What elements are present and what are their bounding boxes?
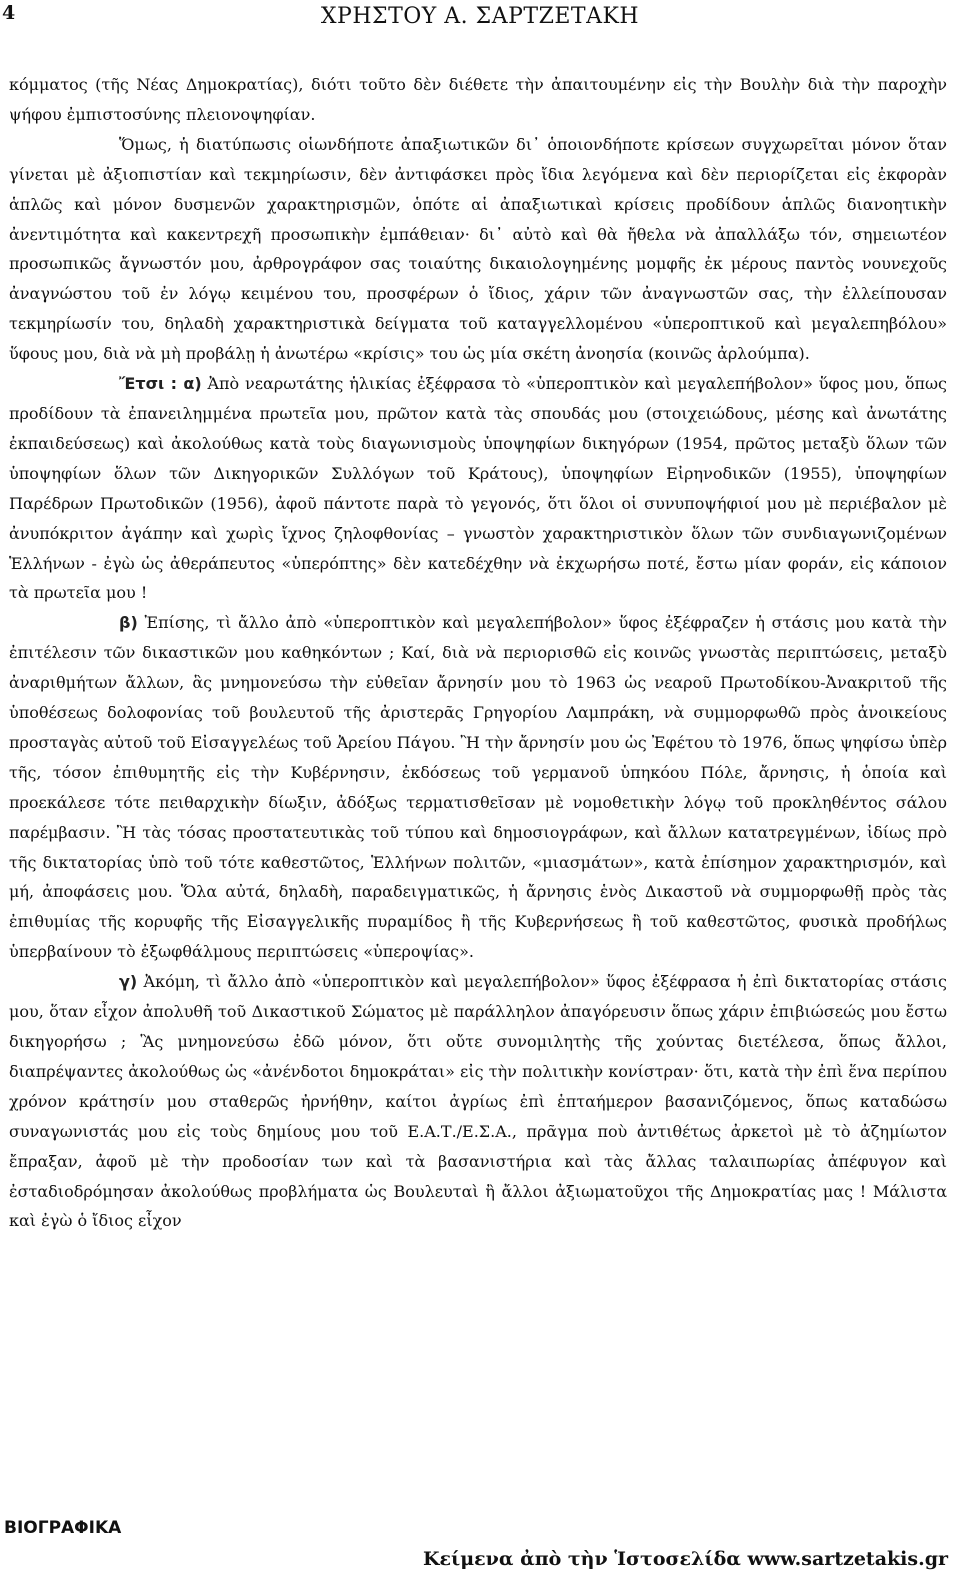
list-label-alpha: Ἔτσι : α)	[119, 374, 202, 394]
paragraph-3	[9, 369, 947, 608]
paragraph-2: Ὅμως, ἡ διατύπωσις οἱωνδήποτε ἀπαξιωτικῶν δι᾽ ὁποιονδήποτε κρίσεων συγχωρεῖται μόνον ὅταν γίνεται μὲ ἀξιοπιστίαν καὶ τεκμηρίωσιν, δὲν ἀντιφάσκει πρὸς ἴδια λεγόμενα καὶ δὲν περιορίζεται εἰς ἐκφορὰν ἁπλῶς καὶ μόνον δυσμενῶν χαρακτηρισμῶν, ὁπότε αἱ ἀπαξιωτικαὶ κρίσεις προδίδουν ἁπλῶς διανοητικὴν ἀνεντιμότητα καὶ κακεντρεχῆ προσωπικὴν ἐμπάθειαν· δι᾽ αὐτὸ καὶ θὰ ἤθελα νὰ ἀπαλλάξω τόν, σημειωτέον προσωπικῶς ἄγνωστόν μου, ἀρθρογράφον σας τοιαύτης δικαιολογημένης μομφῆς ἐκ μέρους παντὸς νουνεχοῦς ἀναγνώστου τοῦ ἐν λόγῳ κειμένου του, προσφέρων ὁ ἴδιος, χάριν τῶν ἀναγνωστῶν σας, τὴν ἐλλείπουσαν τεκμηρίωσίν του, δηλαδὴ χαρακτηριστικὰ δείγματα τοῦ καταγγελλομένου «ὑπεροπτικοῦ καὶ μεγαλεπηβόλου» ὕφους μου, διὰ νὰ μὴ προβάλῃ ἡ ἀνωτέρω «κρίσις» του ὡς μία σκέτη ἀνοησία (κοινῶς ἀρλούμπα).	[9, 134, 947, 364]
paragraph-5	[9, 967, 947, 1236]
paragraph-4-text: Ἐπίσης, τὶ ἄλλο ἀπὸ «ὑπεροπτικὸν καὶ μεγαλεπήβολον» ὕφος ἐξέφραζεν ἡ στάσις μου κατὰ τὴν ἐπιτέλεσιν τῶν δικαστικῶν μου καθηκόντων ; Καί, διὰ νὰ περιορισθῶ εἰς κοινῶς γνωστὰς περιπτώσεις, μεταξὺ ἀναριθμήτων ἄλλων, ἃς μνημονεύσω τὴν εὐθεῖαν ἄρνησίν μου τὸ 1963 ὡς νεαροῦ Πρωτοδίκου-Ἀνακριτοῦ τῆς ὑποθέσεως δολοφονίας τοῦ βουλευτοῦ τῆς ἀριστερᾶς Γρηγορίου Λαμπράκη, νὰ συμμορφωθῶ πρὸς ἀνοικείους προσταγὰς αὐτοῦ τοῦ Εἰσαγγελέως τοῦ Ἀρείου Πάγου. Ἢ τὴν ἄρνησίν μου ὡς Ἐφέτου τὸ 1976, ὅπως ψηφίσω ὑπὲρ τῆς, τόσον ἐπιθυμητῆς εἰς τὴν Κυβέρνησιν, ἐκδόσεως τοῦ γερμανοῦ ὑπηκόου Πόλε, ἄρνησις, ἡ ὁποία καὶ προεκάλεσε τότε πειθαρχικὴν δίωξιν, ἀδόξως τερματισθεῖσαν μὲ νομοθετικὴν λόγῳ τοῦ προκληθέντος σάλου παρέμβασιν. Ἢ τὰς τόσας προστατευτικὰς τοῦ τύπου καὶ δημοσιογράφων, καὶ ἄλλων κατατρεγμένων, ἰδίως πρὸ τῆς δικτατορίας ὑπὸ τοῦ τότε καθεστῶτος, Ἑλλήνων πολιτῶν, «μιασμάτων», κατὰ ἐπίσημον χαρακτηρισμόν, καὶ μή, ἀποφάσεις μου. Ὅλα αὐτά, δηλαδὴ, παραδειγματικῶς, ἡ ἄρνησις ἑνὸς Δικαστοῦ νὰ συμμορφωθῇ πρὸς τὰς ἐπιθυμίας τῆς κορυφῆς τῆς Εἰσαγγελικῆς πυραμίδος ἢ τῆς Κυβερνήσεως ἢ τοῦ καθεστῶτος, φυσικὰ προδήλως ὑπερβαίνουν τὸ ἐξωφθάλμους περιπτώσεις «ὑπεροψίας».	[9, 613, 947, 962]
paragraph-4	[9, 608, 947, 967]
section-heading: ΒΙΟΓΡΑΦΙΚΑ	[4, 1518, 122, 1538]
paragraph-5-text: Ἀκόμη, τὶ ἄλλο ἀπὸ «ὑπεροπτικὸν καὶ μεγαλεπήβολον» ὕφος ἐξέφρασα ἡ ἐπὶ δικτατορίας στάσις μου, ὅταν εἶχον ἀπολυθῆ τοῦ Δικαστικοῦ Σώματος μὲ παράλληλον ἀπαγόρευσιν ὅπως χάριν ἐπιβιώσεώς μου ἔστω δικηγορήσω ; Ἃς μνημονεύσω ἐδῶ μόνον, ὅτι οὔτε συνομιλητὴς τῆς χούντας διετέλεσα, ὅπως ἄλλοι, διαπρέψαντες ἀκολούθως ὡς «ἀνένδοτοι δημοκράται» εἰς τὴν πολιτικὴν κονίστραν· ὅτι, κατὰ τὴν ἐπὶ ἕνα περίπου χρόνον κράτησίν μου σταθερῶς ἠρνήθην, καίτοι ἀγρίως ἐπὶ ἑπταήμερον βασανιζόμενος, ὅπως καταδώσω συναγωνιστάς μου εἰς τοὺς δημίους μου τοῦ Ε.Α.Τ./Ε.Σ.Α., πρᾶγμα ποὺ ἀντιθέτως ἀρκετοὶ μὲ τὸ ἀζημίωτον ἔπραξαν, ἀφοῦ μὲ τὴν προδοσίαν των καὶ τὰ βασανιστήρια καὶ τὰς ἄλλας ταλαιπωρίας ἀπέφυγον καὶ ἐσταδιοδρόμησαν ἀκολούθως προβλήματα ὡς Βουλευταὶ ἢ ἄλλοι ἀξιωματοῦχοι τῆς Δημοκρατίας μας ! Μάλιστα καὶ ἐγὼ ὁ ἴδιος εἶχον	[9, 972, 947, 1231]
page-number: 4	[2, 2, 16, 24]
footer-source: Κείμενα ἀπὸ τὴν Ἱστοσελίδα www.sartzetakis.gr	[422, 1548, 948, 1570]
paragraph-1: κόμματος (τῆς Νέας Δημοκρατίας), διότι τοῦτο δὲν διέθετε τὴν ἀπαιτουμένην εἰς τὴν Βουλὴν διὰ τὴν παροχὴν ψήφου ἐμπιστοσύνης πλειονοψηφίαν.	[9, 75, 947, 124]
list-label-gamma: γ)	[119, 972, 138, 992]
paragraph-3-text: Ἀπὸ νεαρωτάτης ἡλικίας ἐξέφρασα τὸ «ὑπεροπτικὸν καὶ μεγαλεπήβολον» ὕφος μου, ὅπως προδίδουν τὰ ἐπανειλημμένα πρωτεῖα μου, πρῶτον κατὰ τὰς σπουδάς μου (στοιχειώδους, μέσης καὶ ἀνωτάτης ἐκπαιδεύσεως) καὶ ἀκολούθως κατὰ τοὺς διαγωνισμοὺς ὑποψηφίων δικηγόρων (1954, πρῶτος μεταξὺ ὅλων τῶν ὑποψηφίων ὅλων τῶν Δικηγορικῶν Συλλόγων τοῦ Κράτους), ὑποψηφίων Εἰρηνοδικῶν (1955), ὑποψηφίων Παρέδρων Πρωτοδικῶν (1956), ἀφοῦ πάντοτε παρὰ τὸ γεγονός, ὅτι ὅλοι οἱ συνυποψήφιοί μου μὲ περιέβαλον μὲ ἀνυπόκριτον ἀγάπην καὶ χωρὶς ἴχνος ζηλοφθονίας – γνωστὸν χαρακτηριστικὸν ὅλων τῶν συνδιαγωνιζομένων Ἑλλήνων - ἐγὼ ὡς ἀθεράπευτος «ὑπερόπτης» δὲν κατεδέχθην νὰ ἐκχωρήσω ποτέ, ἔστω μίαν φοράν, εἰς κάποιον τὰ πρωτεῖα μου !	[9, 374, 947, 603]
body-text	[9, 70, 947, 1236]
list-label-beta: β)	[119, 613, 138, 633]
running-head: ΧΡΗΣΤΟΥ Α. ΣΑΡΤΖΕΤΑΚΗ	[320, 4, 640, 29]
